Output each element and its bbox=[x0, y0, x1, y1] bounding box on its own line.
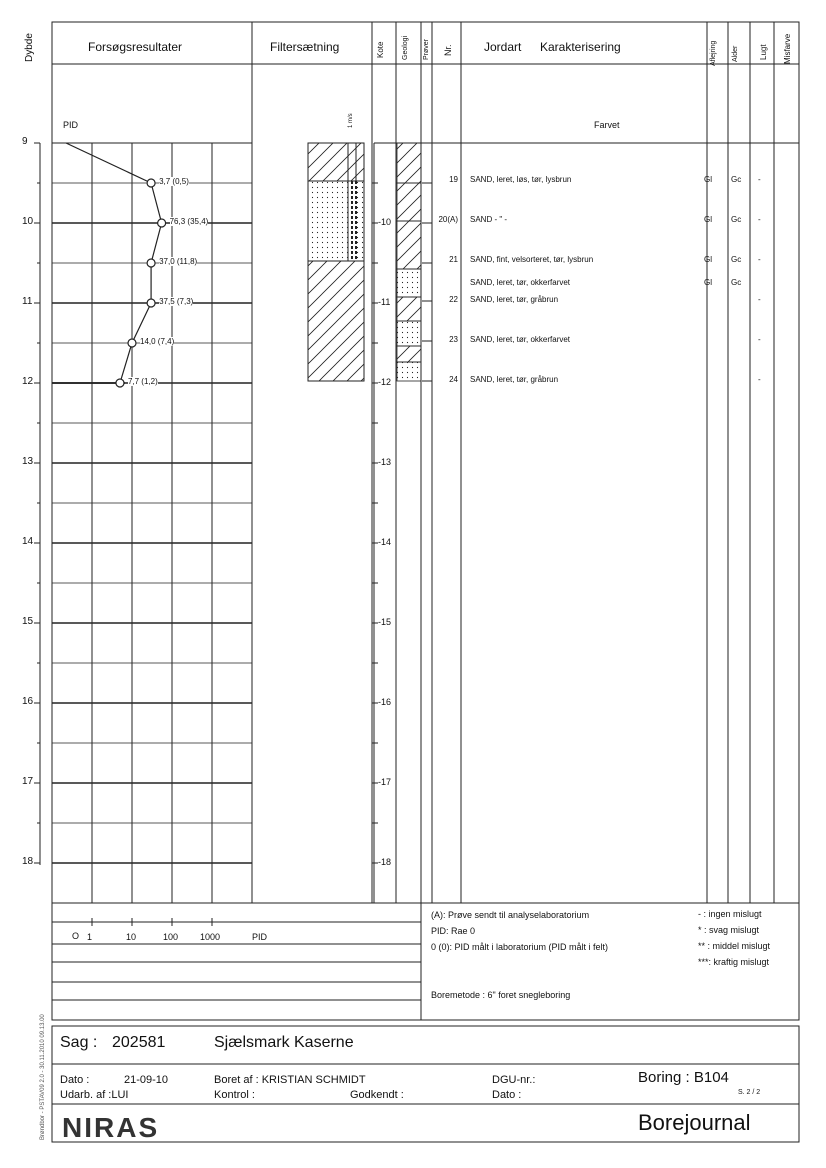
sample-smell: - bbox=[758, 255, 761, 264]
date-2: Dato : bbox=[492, 1089, 522, 1101]
geology-layer bbox=[397, 143, 421, 183]
kote-label: -16 bbox=[378, 697, 392, 707]
pid-curve bbox=[66, 143, 166, 387]
legend-pid-tick-1000: 1000 bbox=[200, 932, 221, 942]
characterisation-column-header: Karakterisering bbox=[540, 40, 621, 54]
smell-medium: ** : middel mislugt bbox=[698, 941, 771, 951]
casing-lower-hatch bbox=[308, 261, 364, 381]
kote-label: -11 bbox=[378, 297, 391, 307]
approved-by: Godkendt : bbox=[350, 1089, 404, 1101]
sample-deposition: Gl bbox=[704, 278, 712, 287]
pid-point bbox=[147, 179, 155, 187]
kote-column-header: Kote bbox=[376, 41, 385, 58]
smell-none: - : ingen mislugt bbox=[698, 909, 762, 919]
date-value: 21-09-10 bbox=[124, 1074, 169, 1086]
drilled-by: Boret af : KRISTIAN SCHMIDT bbox=[214, 1074, 366, 1086]
sample-age: Gc bbox=[731, 215, 742, 224]
pid-value-label: 76,3 (35,4) bbox=[169, 217, 209, 226]
kote-label: -13 bbox=[378, 457, 392, 467]
sample-smell: - bbox=[758, 375, 761, 384]
pid-value-label: 3,7 (0,5) bbox=[159, 177, 189, 186]
samples-column-header: Prøver bbox=[423, 39, 430, 60]
depth-label: 10 bbox=[22, 216, 34, 227]
depth-label: 13 bbox=[22, 456, 34, 467]
geology-layer bbox=[397, 183, 421, 221]
farvet-label: Farvet bbox=[594, 120, 620, 130]
checked-by: Kontrol : bbox=[214, 1089, 255, 1101]
sample-deposition: Gl bbox=[704, 215, 712, 224]
depth-label: 17 bbox=[22, 776, 34, 787]
depth-column-header: Dybde bbox=[24, 33, 35, 62]
casing-upper-hatch bbox=[308, 143, 348, 181]
geology-layer bbox=[397, 269, 421, 297]
sample-age: Gc bbox=[731, 255, 742, 264]
depth-label: 12 bbox=[22, 376, 34, 387]
pid-point bbox=[116, 379, 124, 387]
depth-label: 11 bbox=[22, 296, 33, 307]
document-title: Borejournal bbox=[638, 1110, 751, 1135]
sample-description: SAND, leret, tør, okkerfarvet bbox=[470, 278, 571, 287]
sample-description: SAND - " - bbox=[470, 215, 508, 224]
soil-column-header: Jordart bbox=[484, 40, 522, 54]
sample-smell: - bbox=[758, 295, 761, 304]
side-stamp: Brøndbor - PSTAV09 2.0 - 30.11.2010 09.13.00 bbox=[40, 1014, 46, 1140]
pid-value-label: 37,5 (7,3) bbox=[159, 297, 194, 306]
sample-number: 21 bbox=[449, 255, 458, 264]
note-pid-lab: 0 (0): PID målt i laboratorium (PID målt i felt) bbox=[431, 942, 609, 952]
age-column-header: Alder bbox=[732, 45, 739, 62]
geology-layer bbox=[397, 297, 421, 321]
legend-pid-label: PID bbox=[252, 932, 268, 942]
boring-id: Boring : B104 bbox=[638, 1069, 729, 1086]
filter-sand-pack bbox=[308, 181, 348, 261]
sample-description: SAND, leret, tør, gråbrun bbox=[470, 375, 559, 384]
sample-smell: - bbox=[758, 175, 761, 184]
legend-pid-tick-100: 100 bbox=[163, 932, 179, 942]
pid-point bbox=[147, 259, 155, 267]
pid-point bbox=[147, 299, 155, 307]
depth-label: 18 bbox=[22, 856, 34, 867]
kote-label: -12 bbox=[378, 377, 392, 387]
nr-column-header: Nr. bbox=[443, 44, 453, 56]
sample-smell: - bbox=[758, 335, 761, 344]
sample-number: 23 bbox=[449, 335, 458, 344]
depth-label: 15 bbox=[22, 616, 34, 627]
kote-label: -14 bbox=[378, 537, 392, 547]
geology-layer bbox=[397, 321, 421, 346]
sample-deposition: Gl bbox=[704, 175, 712, 184]
legend-pid-tick-1: 1 bbox=[87, 932, 93, 942]
results-column-header: Forsøgsresultater bbox=[88, 40, 183, 54]
case-number: 202581 bbox=[112, 1034, 166, 1051]
kote-label: -17 bbox=[378, 777, 392, 787]
sample-deposition: Gl bbox=[704, 255, 712, 264]
case-label: Sag : bbox=[60, 1034, 98, 1051]
legend-pid-tick-10: 10 bbox=[126, 932, 137, 942]
page-number: S. 2 / 2 bbox=[738, 1089, 761, 1096]
legend-circle-symbol: O bbox=[72, 931, 80, 941]
pid-point bbox=[128, 339, 136, 347]
depth-label: 16 bbox=[22, 696, 34, 707]
sample-description: SAND, leret, tør, gråbrun bbox=[470, 295, 559, 304]
geology-layer bbox=[397, 346, 421, 362]
niras-logo: NIRAS bbox=[62, 1112, 160, 1143]
filter-note: 1 m/s bbox=[348, 113, 354, 128]
sample-age: Gc bbox=[731, 175, 742, 184]
smell-column-header: Lugt bbox=[759, 44, 768, 60]
filter-column-header: Filtersætning bbox=[270, 40, 340, 54]
kote-label: -10 bbox=[378, 217, 392, 227]
pid-value-label: 37,0 (11,8) bbox=[159, 257, 198, 266]
depth-label: 9 bbox=[22, 136, 28, 147]
case-name: Sjælsmark Kaserne bbox=[214, 1034, 354, 1051]
deposition-column-header: Aflejring bbox=[710, 40, 717, 66]
note-sample-sent: (A): Prøve sendt til analyselaboratorium bbox=[431, 910, 590, 920]
pid-point bbox=[158, 219, 166, 227]
sample-description: SAND, leret, tør, okkerfarvet bbox=[470, 335, 571, 344]
prepared-by: Udarb. af :LUI bbox=[60, 1089, 129, 1101]
kote-label: -15 bbox=[378, 617, 392, 627]
sample-age: Gc bbox=[731, 278, 742, 287]
discolour-column-header: Misfarve bbox=[783, 33, 792, 64]
geology-column-header: Geologi bbox=[402, 35, 409, 60]
sample-smell: - bbox=[758, 215, 761, 224]
sample-number: 24 bbox=[449, 375, 458, 384]
pid-value-label: 7,7 (1,2) bbox=[127, 377, 158, 386]
geology-layer bbox=[397, 362, 421, 381]
sample-number: 22 bbox=[449, 295, 458, 304]
sample-description: SAND, fint, velsorteret, tør, lysbrun bbox=[470, 255, 594, 264]
depth-label: 14 bbox=[22, 536, 34, 547]
pid-axis-label: PID bbox=[63, 120, 79, 130]
note-pid-instrument: PID: Rae 0 bbox=[431, 926, 476, 936]
dgu-number: DGU-nr.: bbox=[492, 1074, 536, 1086]
sample-description: SAND, leret, løs, tør, lysbrun bbox=[470, 175, 572, 184]
smell-weak: * : svag mislugt bbox=[698, 925, 760, 935]
pid-value-label: 14,0 (7,4) bbox=[140, 337, 175, 346]
smell-strong: ***: kraftig mislugt bbox=[698, 957, 770, 967]
geology-layer bbox=[397, 221, 421, 269]
sample-number: 19 bbox=[449, 175, 458, 184]
kote-label: -18 bbox=[378, 857, 392, 867]
drilling-method: Boremetode : 6" foret snegleboring bbox=[431, 990, 571, 1000]
sample-number: 20(A) bbox=[438, 215, 458, 224]
date-label: Dato : bbox=[60, 1074, 90, 1086]
